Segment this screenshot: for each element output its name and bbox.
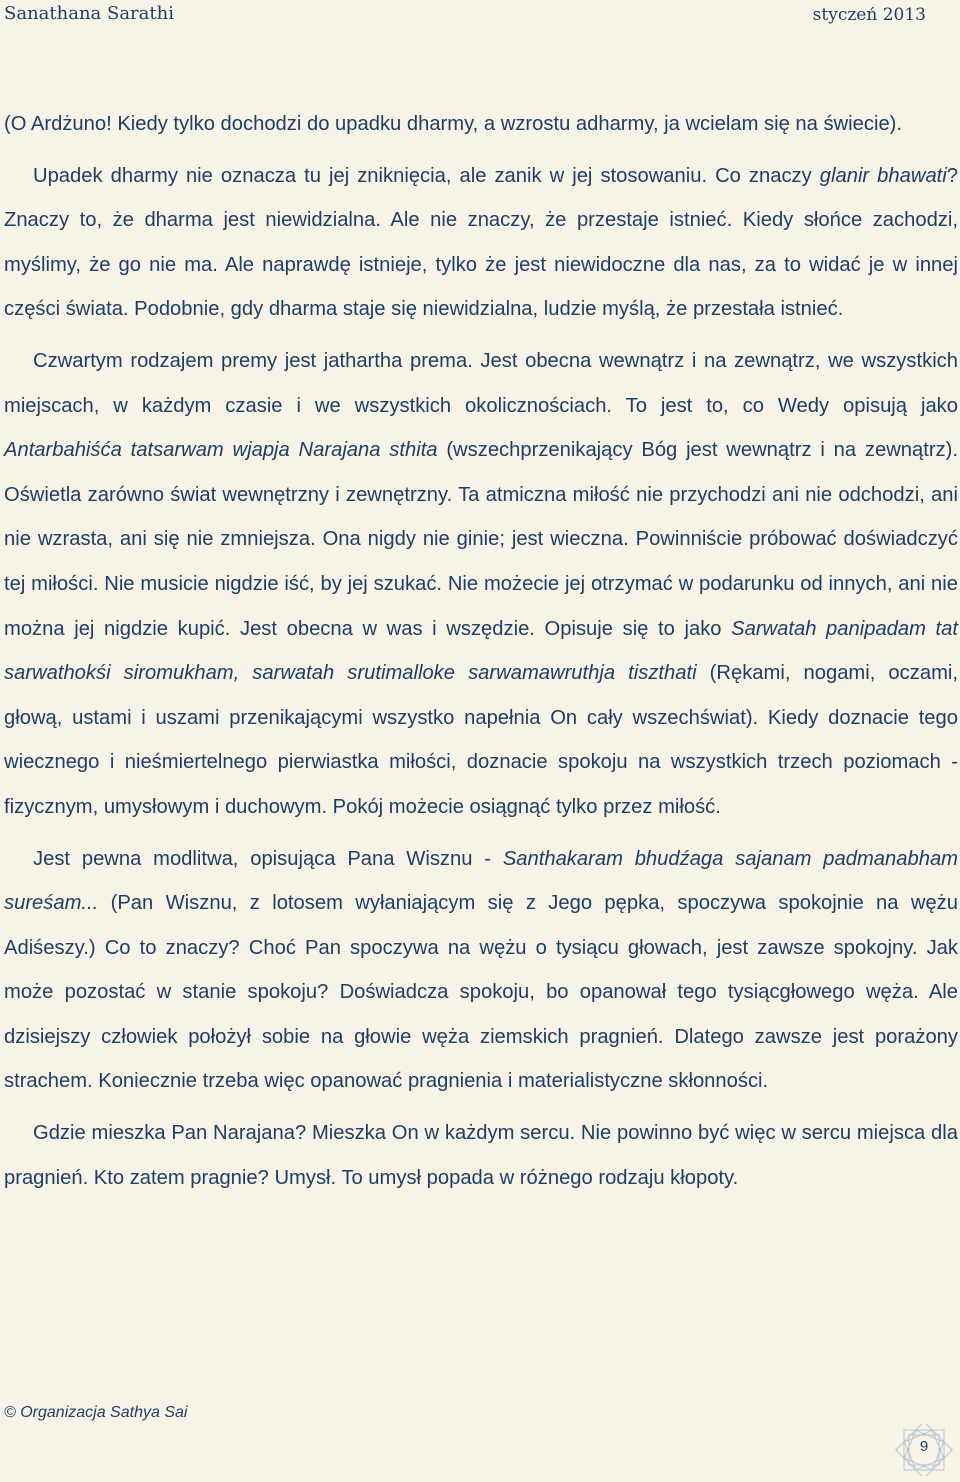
text-run: Upadek dharmy nie oznacza tu jej zniknięcia, ale zanik w jej stosowaniu. Co znaczy xyxy=(33,164,820,187)
italic-phrase: glanir bhawati xyxy=(819,164,947,187)
italic-phrase: Santhakaram bhudźaga sajanam padmanabham sureśam... xyxy=(4,847,958,915)
paragraph-prayer xyxy=(4,837,958,1105)
text-run: Jest pewna modlitwa, opisująca Pana Wisznu - xyxy=(33,847,503,870)
italic-phrase: Antarbahiśća tatsarwam wjapja Narajana sthita xyxy=(4,439,438,462)
paragraph-dharma xyxy=(4,154,958,332)
page-header xyxy=(0,0,960,30)
magazine-title: Sanathana Sarathi xyxy=(4,3,174,24)
paragraph-jathartha-prema xyxy=(4,339,958,830)
article-body xyxy=(4,102,958,1200)
text-run: (O Ardżuno! Kiedy tylko dochodzi do upadku dharmy, a wzrostu adharmy, ja wcielam się na świecie). xyxy=(4,113,903,135)
text-run: ? Znaczy to, że dharma jest niewidzialna. Ale nie znaczy, że przestaje istnieć. Kiedy słońce zachodzi, myślimy, że go nie ma. Ale naprawdę istnieje, tylko że jest niewidoczne dla nas, za to widać je w innej części świata. Podobnie, gdy dharma staje się niewidzialna, ludzie myślą, że przestała istnieć. xyxy=(4,164,958,321)
paragraph-verse xyxy=(4,102,958,147)
copyright-note: © Organizacja Sathya Sai xyxy=(4,1404,188,1421)
issue-date: styczeń 2013 xyxy=(812,5,926,25)
italic-phrase: Sarwatah panipadam tat sarwathokśi siromukham, sarwatah srutimalloke sarwamawruthja tiszthati xyxy=(4,617,958,685)
page-number-badge xyxy=(895,1424,953,1476)
page-number: 9 xyxy=(919,1438,929,1455)
text-run: Czwartym rodzajem premy jest jathartha prema. Jest obecna wewnątrz i na zewnątrz, we wszystkich miejscach, w każdym czasie i we wszystkich okolicznościach. To jest to, co Wedy opisują jako xyxy=(4,349,958,417)
text-run: Gdzie mieszka Pan Narajana? Mieszka On w każdym sercu. Nie powinno być więc w sercu miejsca dla pragnień. Kto zatem pragnie? Umysł. To umysł popada w różnego rodzaju kłopoty. xyxy=(4,1122,958,1189)
paragraph-narajana xyxy=(4,1111,958,1200)
text-run: (Pan Wisznu, z lotosem wyłaniającym się z Jego pępka, spoczywa spokojnie na wężu Adiśeszy.) Co to znaczy? Choć Pan spoczywa na wężu o tysiącu głowach, jest zawsze spokojny. Jak może pozostać w stanie spokoju? Doświadcza spokoju, bo opanował tego tysiącgłowego węża. Ale dzisiejszy człowiek położył sobie na głowie węża ziemskich pragnień. Dlatego zawsze jest porażony strachem. Koniecznie trzeba więc opanować pragnienia i materialistyczne skłonności. xyxy=(4,892,958,1093)
text-run: (Rękami, nogami, oczami, głową, ustami i uszami przenikającymi wszystko napełnia On cały wszechświat). Kiedy doznacie tego wiecznego i nieśmiertelnego pierwiastka miłości, doznacie spokoju na wszystkich trzech poziomach - fizycznym, umysłowym i duchowym. Pokój możecie osiągnąć tylko przez miłość. xyxy=(4,662,958,818)
text-run: (wszechprzenikający Bóg jest wewnątrz i na zewnątrz). Oświetla zarówno świat wewnętrzny i zewnętrzny. Ta atmiczna miłość nie przychodzi ani nie odchodzi, ani nie wzrasta, ani się nie zmniejsza. Ona nigdy nie ginie; jest wieczna. Powinniście próbować doświadczyć tej miłości. Nie musicie nigdzie iść, by jej szukać. Nie możecie jej otrzymać w podarunku od innych, ani nie można jej nigdzie kupić. Jest obecna w was i wszędzie. Opisuje się to jako xyxy=(4,439,958,640)
